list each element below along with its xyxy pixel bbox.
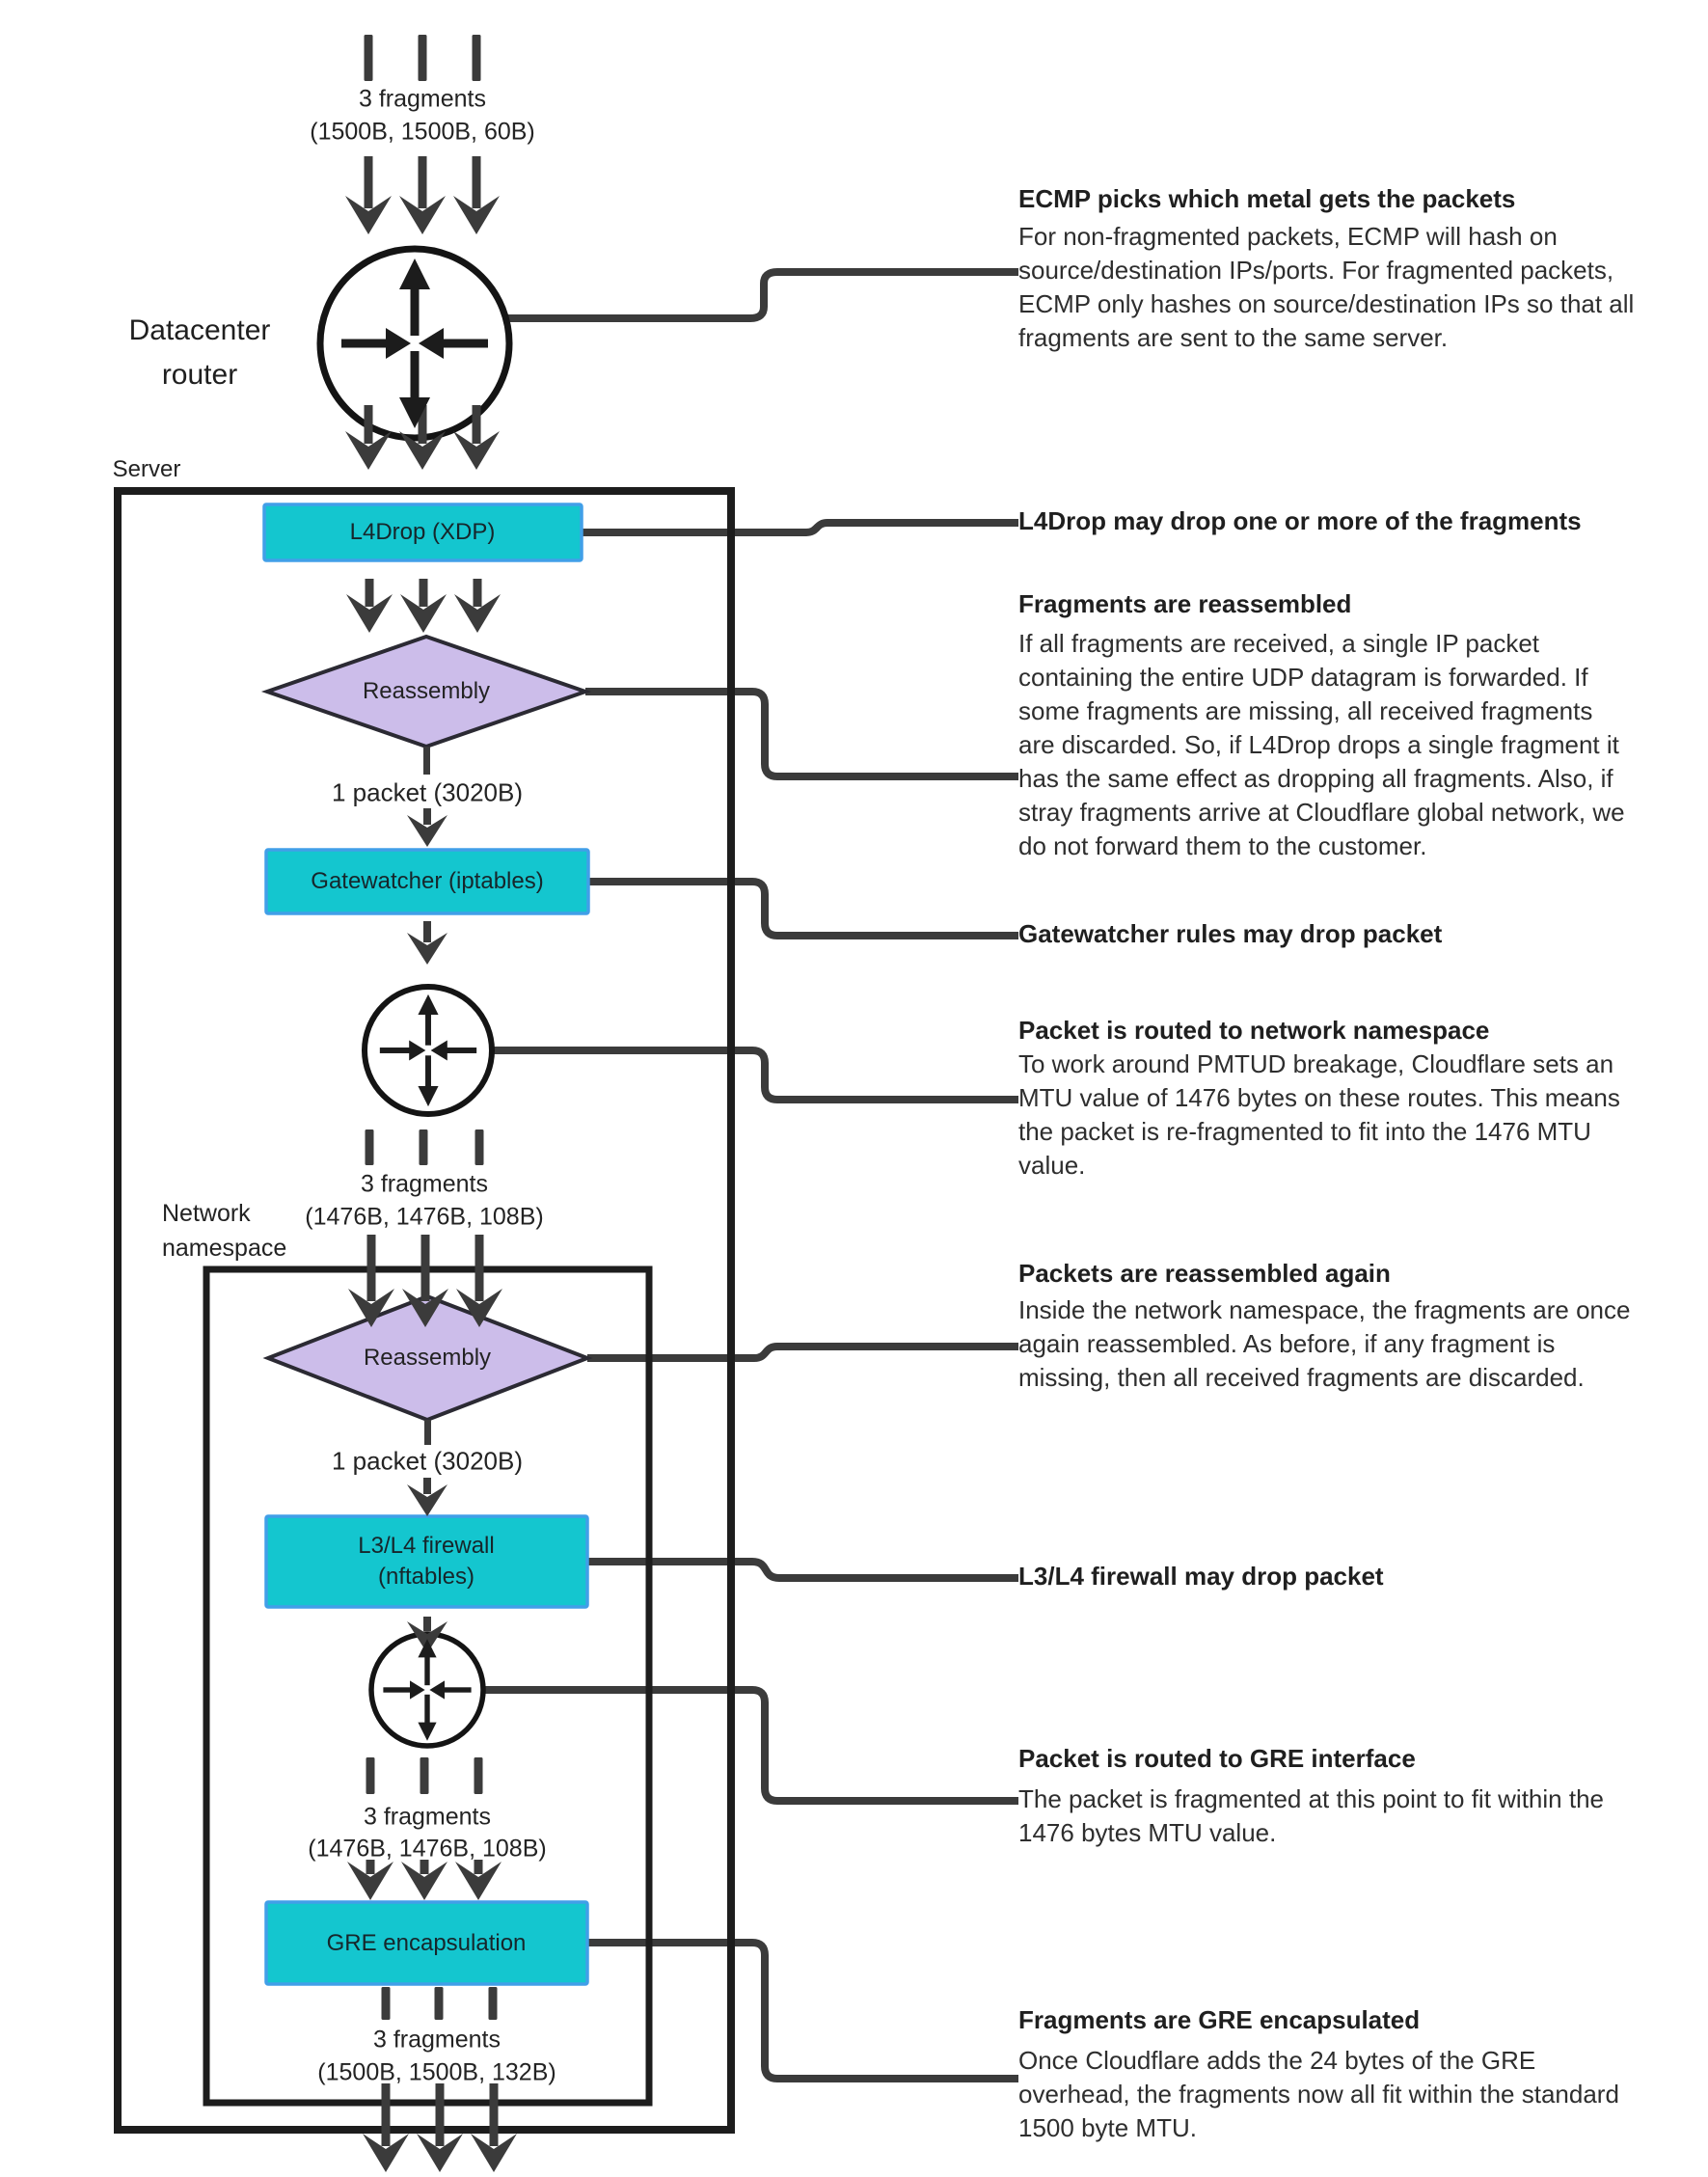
annotation-heading-reassembled-again: Packets are reassembled again <box>1018 1259 1391 1288</box>
annotation-line: The packet is fragmented at this point to fit within the <box>1018 1784 1604 1813</box>
router-arrow <box>425 1012 431 1045</box>
router-arrow <box>411 351 420 401</box>
annotation-heading-firewall: L3/L4 firewall may drop packet <box>1018 1562 1384 1591</box>
annotation-heading-namespace: Packet is routed to network namespace <box>1018 1016 1490 1045</box>
network-namespace-label: namespace <box>162 1235 287 1262</box>
arrow-stem <box>423 1478 431 1494</box>
annotation-line: has the same effect as dropping all fragments. Also, if <box>1018 764 1613 793</box>
annotation-line: overhead, the fragments now all fit within the standard <box>1018 2080 1619 2109</box>
gatewatcher-label: Gatewatcher (iptables) <box>311 868 544 894</box>
arrow-stem <box>420 579 428 607</box>
stub-line-2 <box>424 1420 431 1445</box>
annotation-heading-gre-encapsulated: Fragments are GRE encapsulated <box>1018 2005 1421 2034</box>
packet-bar <box>382 1987 391 2020</box>
router-arrow <box>380 1048 411 1053</box>
annotation-line: If all fragments are received, a single IP packet <box>1018 629 1540 658</box>
annotation-line: fragments are sent to the same server. <box>1018 323 1449 352</box>
packet-bar <box>366 1129 374 1165</box>
packet-bar <box>420 1129 428 1165</box>
packet-bar <box>475 1129 484 1165</box>
connector-route-namespace <box>492 1050 1018 1100</box>
router-arrow <box>383 1687 411 1692</box>
packet-bar <box>366 1757 375 1794</box>
stub-line-1 <box>423 747 430 775</box>
arrow-stem <box>474 579 482 607</box>
packet-bar <box>420 1757 429 1794</box>
annotation-line: 1500 byte MTU. <box>1018 2113 1197 2142</box>
annotation-line: Once Cloudflare adds the 24 bytes of the GRE <box>1018 2046 1536 2075</box>
arrow-stem <box>436 2083 445 2146</box>
annotation-line: To work around PMTUD breakage, Cloudflare sets an <box>1018 1049 1614 1078</box>
router-arrow <box>442 340 488 348</box>
arrow-stem <box>475 1235 484 1301</box>
router-arrow <box>341 340 388 348</box>
arrow-stem <box>490 2083 499 2146</box>
arrow-stem <box>423 921 431 942</box>
firewall-label: (nftables) <box>377 1564 475 1590</box>
top-fragments-sizes: (1500B, 1500B, 60B) <box>310 118 535 146</box>
annotation-line: again reassembled. As before, if any fragment is <box>1018 1329 1556 1358</box>
network-namespace-label: Network <box>162 1200 251 1227</box>
connector-ecmp <box>505 272 1018 318</box>
connector-reassembly-1 <box>585 692 1018 776</box>
gre-fragments-sizes: (1476B, 1476B, 108B) <box>308 1835 547 1863</box>
packet-bar <box>435 1987 444 2020</box>
annotation-line: For non-fragmented packets, ECMP will hash on <box>1018 222 1558 251</box>
datacenter-router-label: router <box>161 359 238 391</box>
annotation-line: missing, then all received fragments are discarded. <box>1018 1363 1585 1392</box>
arrow-stem <box>473 156 481 208</box>
arrow-stem <box>367 1235 376 1301</box>
reassembly-2-label: Reassembly <box>363 1345 492 1371</box>
connector-l4drop <box>582 523 1018 532</box>
gre-label: GRE encapsulation <box>326 1930 527 1956</box>
firewall-label: L3/L4 firewall <box>358 1533 495 1559</box>
router-arrow <box>425 1055 431 1088</box>
annotation-heading-l4drop: L4Drop may drop one or more of the fragments <box>1018 506 1582 535</box>
annotation-line: ECMP only hashes on source/destination IPs so that all <box>1018 289 1635 318</box>
annotation-heading-gatewatcher: Gatewatcher rules may drop packet <box>1018 919 1443 948</box>
annotation-line: 1476 bytes MTU value. <box>1018 1818 1277 1847</box>
datacenter-router-label: Datacenter <box>128 314 271 346</box>
mid-fragments-label: 3 fragments <box>360 1170 489 1198</box>
annotation-line: the packet is re-fragmented to fit into the 1476 MTU <box>1018 1117 1591 1146</box>
gre-fragments-label: 3 fragments <box>363 1803 492 1831</box>
packet-1-label: 1 packet (3020B) <box>331 777 524 807</box>
packet-bar <box>419 35 427 81</box>
router-arrow <box>411 286 420 336</box>
annotation-line: source/destination IPs/ports. For fragmented packets, <box>1018 256 1614 285</box>
annotation-heading-reassembled: Fragments are reassembled <box>1018 589 1352 618</box>
reassembly-1-label: Reassembly <box>362 678 491 704</box>
connector-route-gre <box>483 1690 1018 1801</box>
packet-bar <box>365 35 373 81</box>
annotation-heading-gre-interface: Packet is routed to GRE interface <box>1018 1744 1416 1773</box>
top-fragments-label: 3 fragments <box>358 85 487 113</box>
router-arrow <box>446 1048 476 1053</box>
arrow-stem <box>382 2083 391 2146</box>
annotation-line: MTU value of 1476 bytes on these routes. This means <box>1018 1083 1620 1112</box>
arrow-stem <box>365 156 373 208</box>
annotation-line: are discarded. So, if L4Drop drops a single fragment it <box>1018 730 1619 759</box>
packet-2-label: 1 packet (3020B) <box>331 1446 524 1476</box>
arrow-stem <box>419 156 427 208</box>
l4drop-label: L4Drop (XDP) <box>349 519 496 545</box>
router-arrow <box>424 1655 429 1685</box>
arrow-stem <box>421 1235 430 1301</box>
arrow-stem <box>423 808 431 825</box>
packet-bar <box>473 35 481 81</box>
arrow-stem <box>366 579 374 607</box>
bottom-fragments-label: 3 fragments <box>372 2026 502 2054</box>
annotation-line: containing the entire UDP datagram is forwarded. If <box>1018 663 1588 692</box>
router-arrow <box>444 1687 472 1692</box>
mid-fragments-sizes: (1476B, 1476B, 108B) <box>305 1203 544 1231</box>
bottom-fragments-sizes: (1500B, 1500B, 132B) <box>317 2058 556 2086</box>
annotation-line: do not forward them to the customer. <box>1018 831 1427 860</box>
arrow-stem <box>423 1617 431 1631</box>
annotation-line: some fragments are missing, all received fragments <box>1018 696 1593 725</box>
arrow-stem <box>365 405 373 444</box>
annotation-heading-ecmp: ECMP picks which metal gets the packets <box>1018 184 1516 213</box>
server-label: Server <box>112 456 181 482</box>
firewall-box <box>266 1516 587 1607</box>
arrow-stem <box>473 405 481 444</box>
annotation-line: stray fragments arrive at Cloudflare global network, we <box>1018 798 1625 827</box>
connector-gatewatcher <box>588 882 1018 936</box>
router-arrow <box>424 1695 429 1725</box>
packet-bar <box>474 1757 483 1794</box>
packet-bar <box>489 1987 498 2020</box>
annotation-line: Inside the network namespace, the fragments are once <box>1018 1295 1631 1324</box>
annotation-line: value. <box>1018 1151 1086 1180</box>
